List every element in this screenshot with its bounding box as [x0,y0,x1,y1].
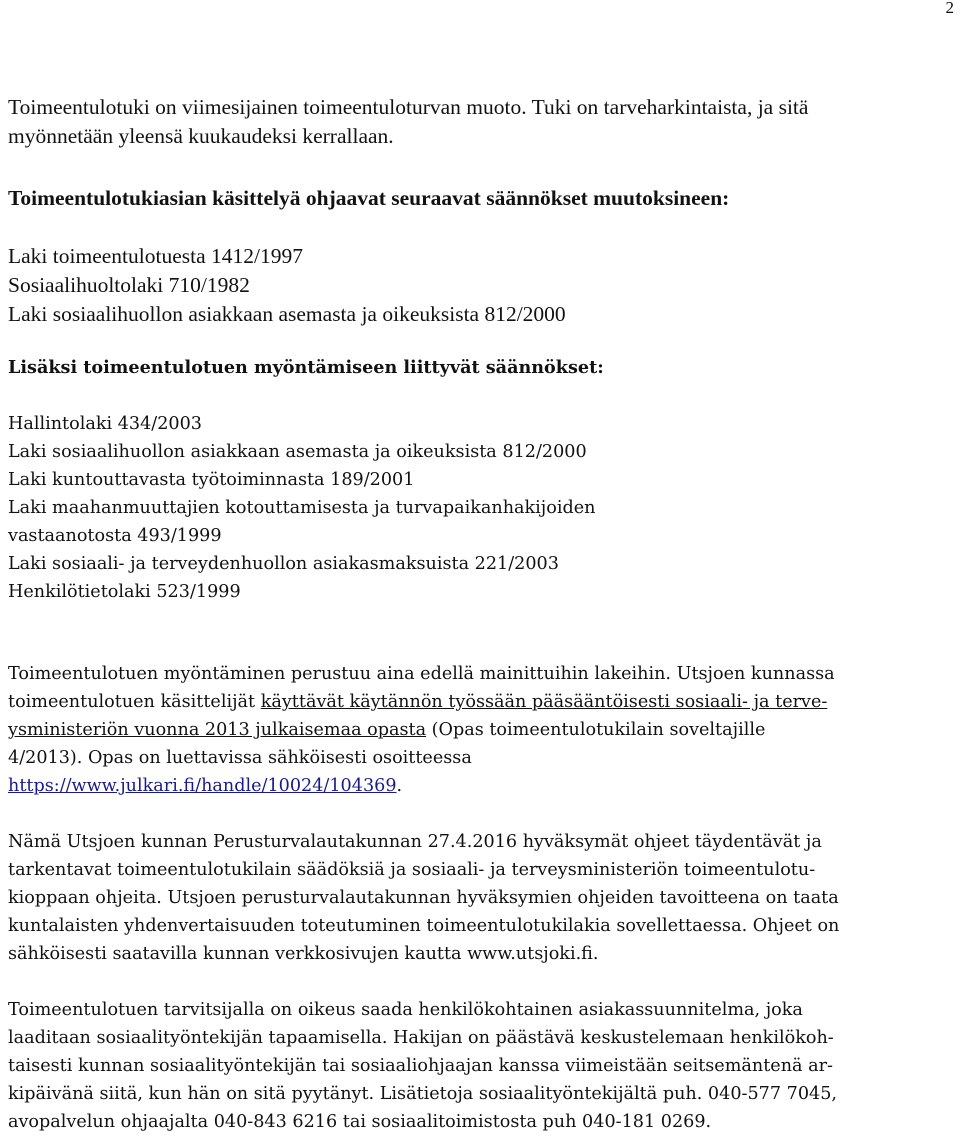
section1-heading: Toimeentulotukiasian käsittelyä ohjaavat seuraavat säännökset muutoksineen: [8,186,730,210]
paragraph-line: kipäivänä siitä, kun hän on sitä pyytänyt. Lisätietoja sosiaalityöntekijältä puh. 040-577 7045, [8,1084,837,1104]
law-item: Laki toimeentulotuesta 1412/1997 [8,244,303,268]
law-item: vastaanotosta 493/1999 [8,526,222,546]
intro-paragraph [8,93,954,151]
paragraph-line: Toimeentulotuen tarvitsijalla on oikeus saada henkilökohtainen asiakassuunnitelma, joka [8,1000,803,1020]
paragraph-line: Toimeentulotuen myöntäminen perustuu aina edellä mainittuihin lakeihin. Utsjoen kunnassa [8,664,835,684]
paragraph-line: sähköisesti saatavilla kunnan verkkosivujen kautta www.utsjoki.fi. [8,944,599,964]
law-item: Laki sosiaalihuollon asiakkaan asemasta ja oikeuksista 812/2000 [8,442,587,462]
paragraph-client-plan [8,996,954,1136]
underlined-text: ysministeriön vuonna 2013 julkaisemaa opasta [8,720,427,740]
law-item: Sosiaalihuoltolaki 710/1982 [8,273,250,297]
text-span: . [396,776,403,796]
paragraph-line: 4/2013). Opas on luettavissa sähköisesti osoitteessa [8,748,472,768]
paragraph-line: Nämä Utsjoen kunnan Perusturvalautakunnan 27.4.2016 hyväksymät ohjeet täydentävät ja [8,832,822,852]
page-number: 2 [945,0,954,17]
law-item: Laki sosiaalihuollon asiakkaan asemasta ja oikeuksista 812/2000 [8,302,566,326]
law-item: Hallintolaki 434/2003 [8,414,202,434]
law-item: Laki kuntouttavasta työtoiminnasta 189/2001 [8,470,415,490]
text-span: (Opas toimeentulotukilain soveltajille [426,720,766,740]
paragraph-line [8,772,954,800]
section2-list [8,410,954,606]
law-item: Henkilötietolaki 523/1999 [8,582,241,602]
paragraph-line: avopalvelun ohjaajalta 040-843 6216 tai sosiaalitoimistosta puh 040-181 0269. [8,1112,712,1132]
paragraph-line: kioppaan ohjeita. Utsjoen perusturvalautakunnan hyväksymien ohjeiden tavoitteena on taata [8,888,839,908]
julkari-link[interactable]: https://www.julkari.fi/handle/10024/104369 [8,776,397,796]
text-span: toimeentulotuen käsittelijät [8,692,261,712]
paragraph-line [8,716,954,744]
document-body [8,93,954,1136]
section2-heading: Lisäksi toimeentulotuen myöntämiseen liittyvät säännökset: [8,357,604,378]
underlined-text: käyttävät käytännön työssään pääsääntöisesti sosiaali- ja terve- [260,692,828,712]
paragraph-guidance [8,660,954,800]
section1-list [8,242,954,329]
paragraph-line: tarkentavat toimeentulotukilain säädöksiä ja sosiaali- ja terveysministeriön toimeentulotu- [8,860,816,880]
paragraph-line: taisesti kunnan sosiaalityöntekijän tai sosiaaliohjaajan kanssa viimeistään seitsemäntenä ar- [8,1056,833,1076]
paragraph-line: kuntalaisten yhdenvertaisuuden toteutuminen toimeentulotukilakia sovellettaessa. Ohjeet on [8,916,840,936]
paragraph-approval [8,828,954,968]
paragraph-line: laaditaan sosiaalityöntekijän tapaamisella. Hakijan on päästävä keskustelemaan henkilökoh- [8,1028,834,1048]
intro-line: Toimeentulotuki on viimesijainen toimeentuloturvan muoto. Tuki on tarveharkintaista, ja sitä [8,95,809,119]
paragraph-line [8,688,954,716]
law-item: Laki sosiaali- ja terveydenhuollon asiakasmaksuista 221/2003 [8,554,559,574]
law-item: Laki maahanmuuttajien kotouttamisesta ja turvapaikanhakijoiden [8,498,596,518]
intro-line: myönnetään yleensä kuukaudeksi kerrallaan. [8,124,394,148]
